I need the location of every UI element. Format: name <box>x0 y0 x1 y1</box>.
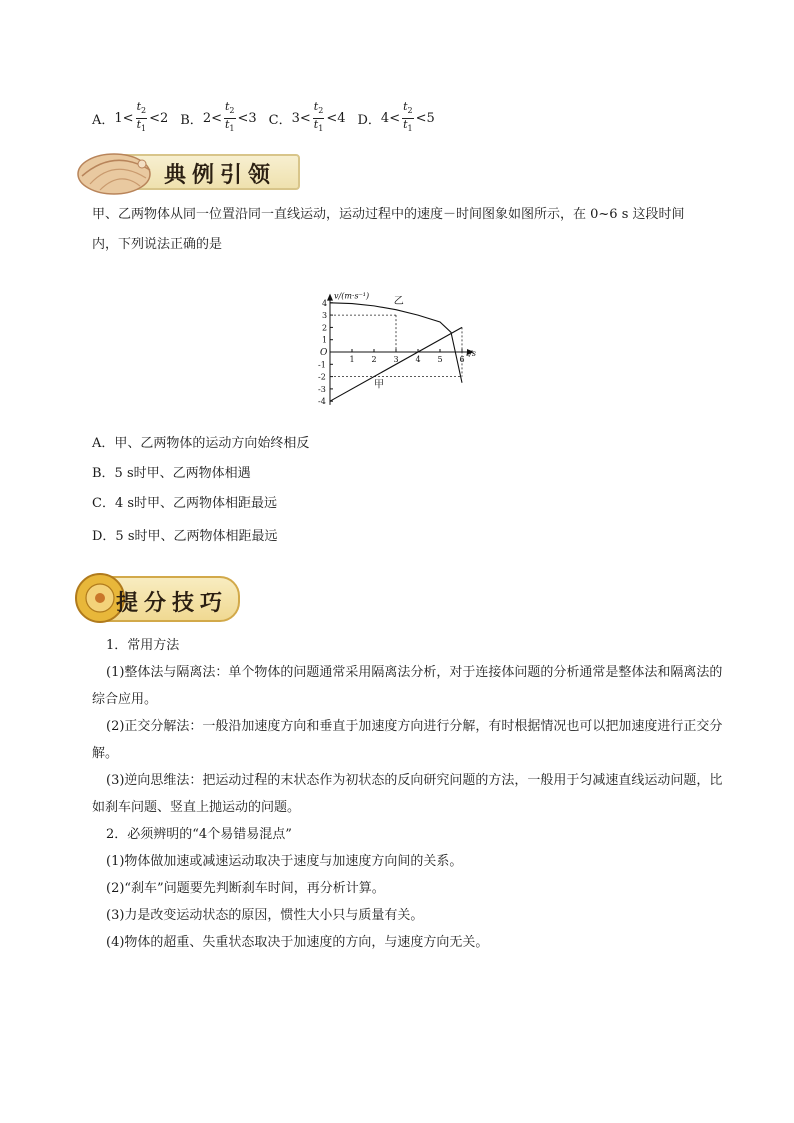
tips-content <box>92 632 732 956</box>
y-tick-label: -1 <box>318 360 326 370</box>
option-b: B． 2< $\frac{t_2}{t_1}$ <3 <box>180 100 257 133</box>
series-label-jia: 甲 <box>374 379 384 391</box>
tips-point-4: (4)物体的超重、失重状态取决于加速度的方向，与速度方向无关。 <box>106 935 489 950</box>
series-label-yi: 乙 <box>393 296 404 308</box>
y-tick-label: -2 <box>318 372 326 382</box>
seashell-icon <box>70 146 160 198</box>
section-title-examples: 典例引领 <box>164 162 277 188</box>
option-c-label: C． <box>268 112 292 128</box>
x-tick-label: 1 <box>349 355 355 364</box>
option-a <box>92 101 168 134</box>
origin-label: O <box>320 348 328 358</box>
section-title-tips: 提分技巧 <box>116 590 229 616</box>
y-axis-arrow <box>327 294 333 301</box>
option-a-lhs: 1< <box>114 110 134 126</box>
tips-paragraph-1: (1)整体法与隔离法：单个物体的问题通常采用隔离法分析，对于连接体问题的分析通常是整体法和隔离法的综合应用。 <box>92 665 723 707</box>
option-d: D． 4< $\frac{t_2}{t_1}$ <5 <box>357 100 435 133</box>
x-tick-label: 6 <box>459 355 465 364</box>
x-tick-label: 2 <box>371 355 377 364</box>
option-a-label: A． <box>92 112 115 128</box>
choice-d: D．5 s时甲、乙两物体相距最远 <box>92 529 278 544</box>
tips-point-1: (1)物体做加速或减速运动取决于速度与加速度方向间的关系。 <box>106 854 463 869</box>
x-axis-label: t/s <box>466 349 477 358</box>
y-tick-label: -4 <box>318 397 326 407</box>
y-tick-label: 3 <box>322 311 328 321</box>
x-tick-label: 5 <box>437 355 443 364</box>
previous-options-row <box>92 100 447 136</box>
series-line-jia <box>330 327 462 401</box>
tips-point-2: (2)“刹车”问题要先判断刹车时间，再分析计算。 <box>106 881 385 896</box>
y-tick-label: -3 <box>318 384 326 394</box>
x-tick-label: 3 <box>393 355 399 364</box>
x-tick-label: 4 <box>415 355 421 364</box>
tips-paragraph-3: (3)逆向思维法：把运动过程的末状态作为初状态的反向研究问题的方法，一般用于匀减速直线运动问题，比如刹车问题、竖直上抛运动的问题。 <box>92 773 723 815</box>
question-line-1: 甲、乙两物体从同一位置沿同一直线运动，运动过程中的速度－时间图象如图所示，在 0~6 s 这段时间 <box>92 207 685 222</box>
y-tick-label: 2 <box>322 323 328 333</box>
choice-a: A．甲、乙两物体的运动方向始终相反 <box>92 436 310 451</box>
option-b-label: B． <box>180 112 203 128</box>
option-c: C． 3< $\frac{t_2}{t_1}$ <4 <box>268 100 346 133</box>
option-b-fraction: $\frac{t_2}{t_1}$ <box>224 100 235 133</box>
y-tick-label: 1 <box>322 335 328 345</box>
option-d-fraction: $\frac{t_2}{t_1}$ <box>403 100 413 133</box>
tips-heading-2: 2．必须辨明的“4个易错易混点” <box>106 827 292 842</box>
velocity-time-graph <box>310 278 485 413</box>
choice-b: B．5 s时甲、乙两物体相遇 <box>92 466 251 481</box>
option-d-label: D． <box>357 112 381 128</box>
section-banner-examples <box>70 146 300 198</box>
option-c-fraction: $\frac{t_2}{t_1}$ <box>313 100 324 133</box>
choice-c: C．4 s时甲、乙两物体相距最远 <box>92 496 278 511</box>
tips-point-3: (3)力是改变运动状态的原因，惯性大小只与质量有关。 <box>106 908 424 923</box>
y-tick-label: 4 <box>322 298 328 308</box>
section-banner-tips <box>70 568 240 628</box>
option-a-fraction: $\frac{t_2}{t_1}$ <box>136 100 147 133</box>
tips-paragraph-2: (2)正交分解法：一般沿加速度方向和垂直于加速度方向进行分解，有时根据情况也可以把加速度进行正交分解。 <box>92 719 723 761</box>
option-a-rhs: <2 <box>149 110 169 126</box>
question-line-2: 内，下列说法正确的是 <box>92 237 223 252</box>
y-axis-label: v/(m·s⁻¹) <box>334 291 370 301</box>
tips-heading-1: 1．常用方法 <box>106 638 180 653</box>
